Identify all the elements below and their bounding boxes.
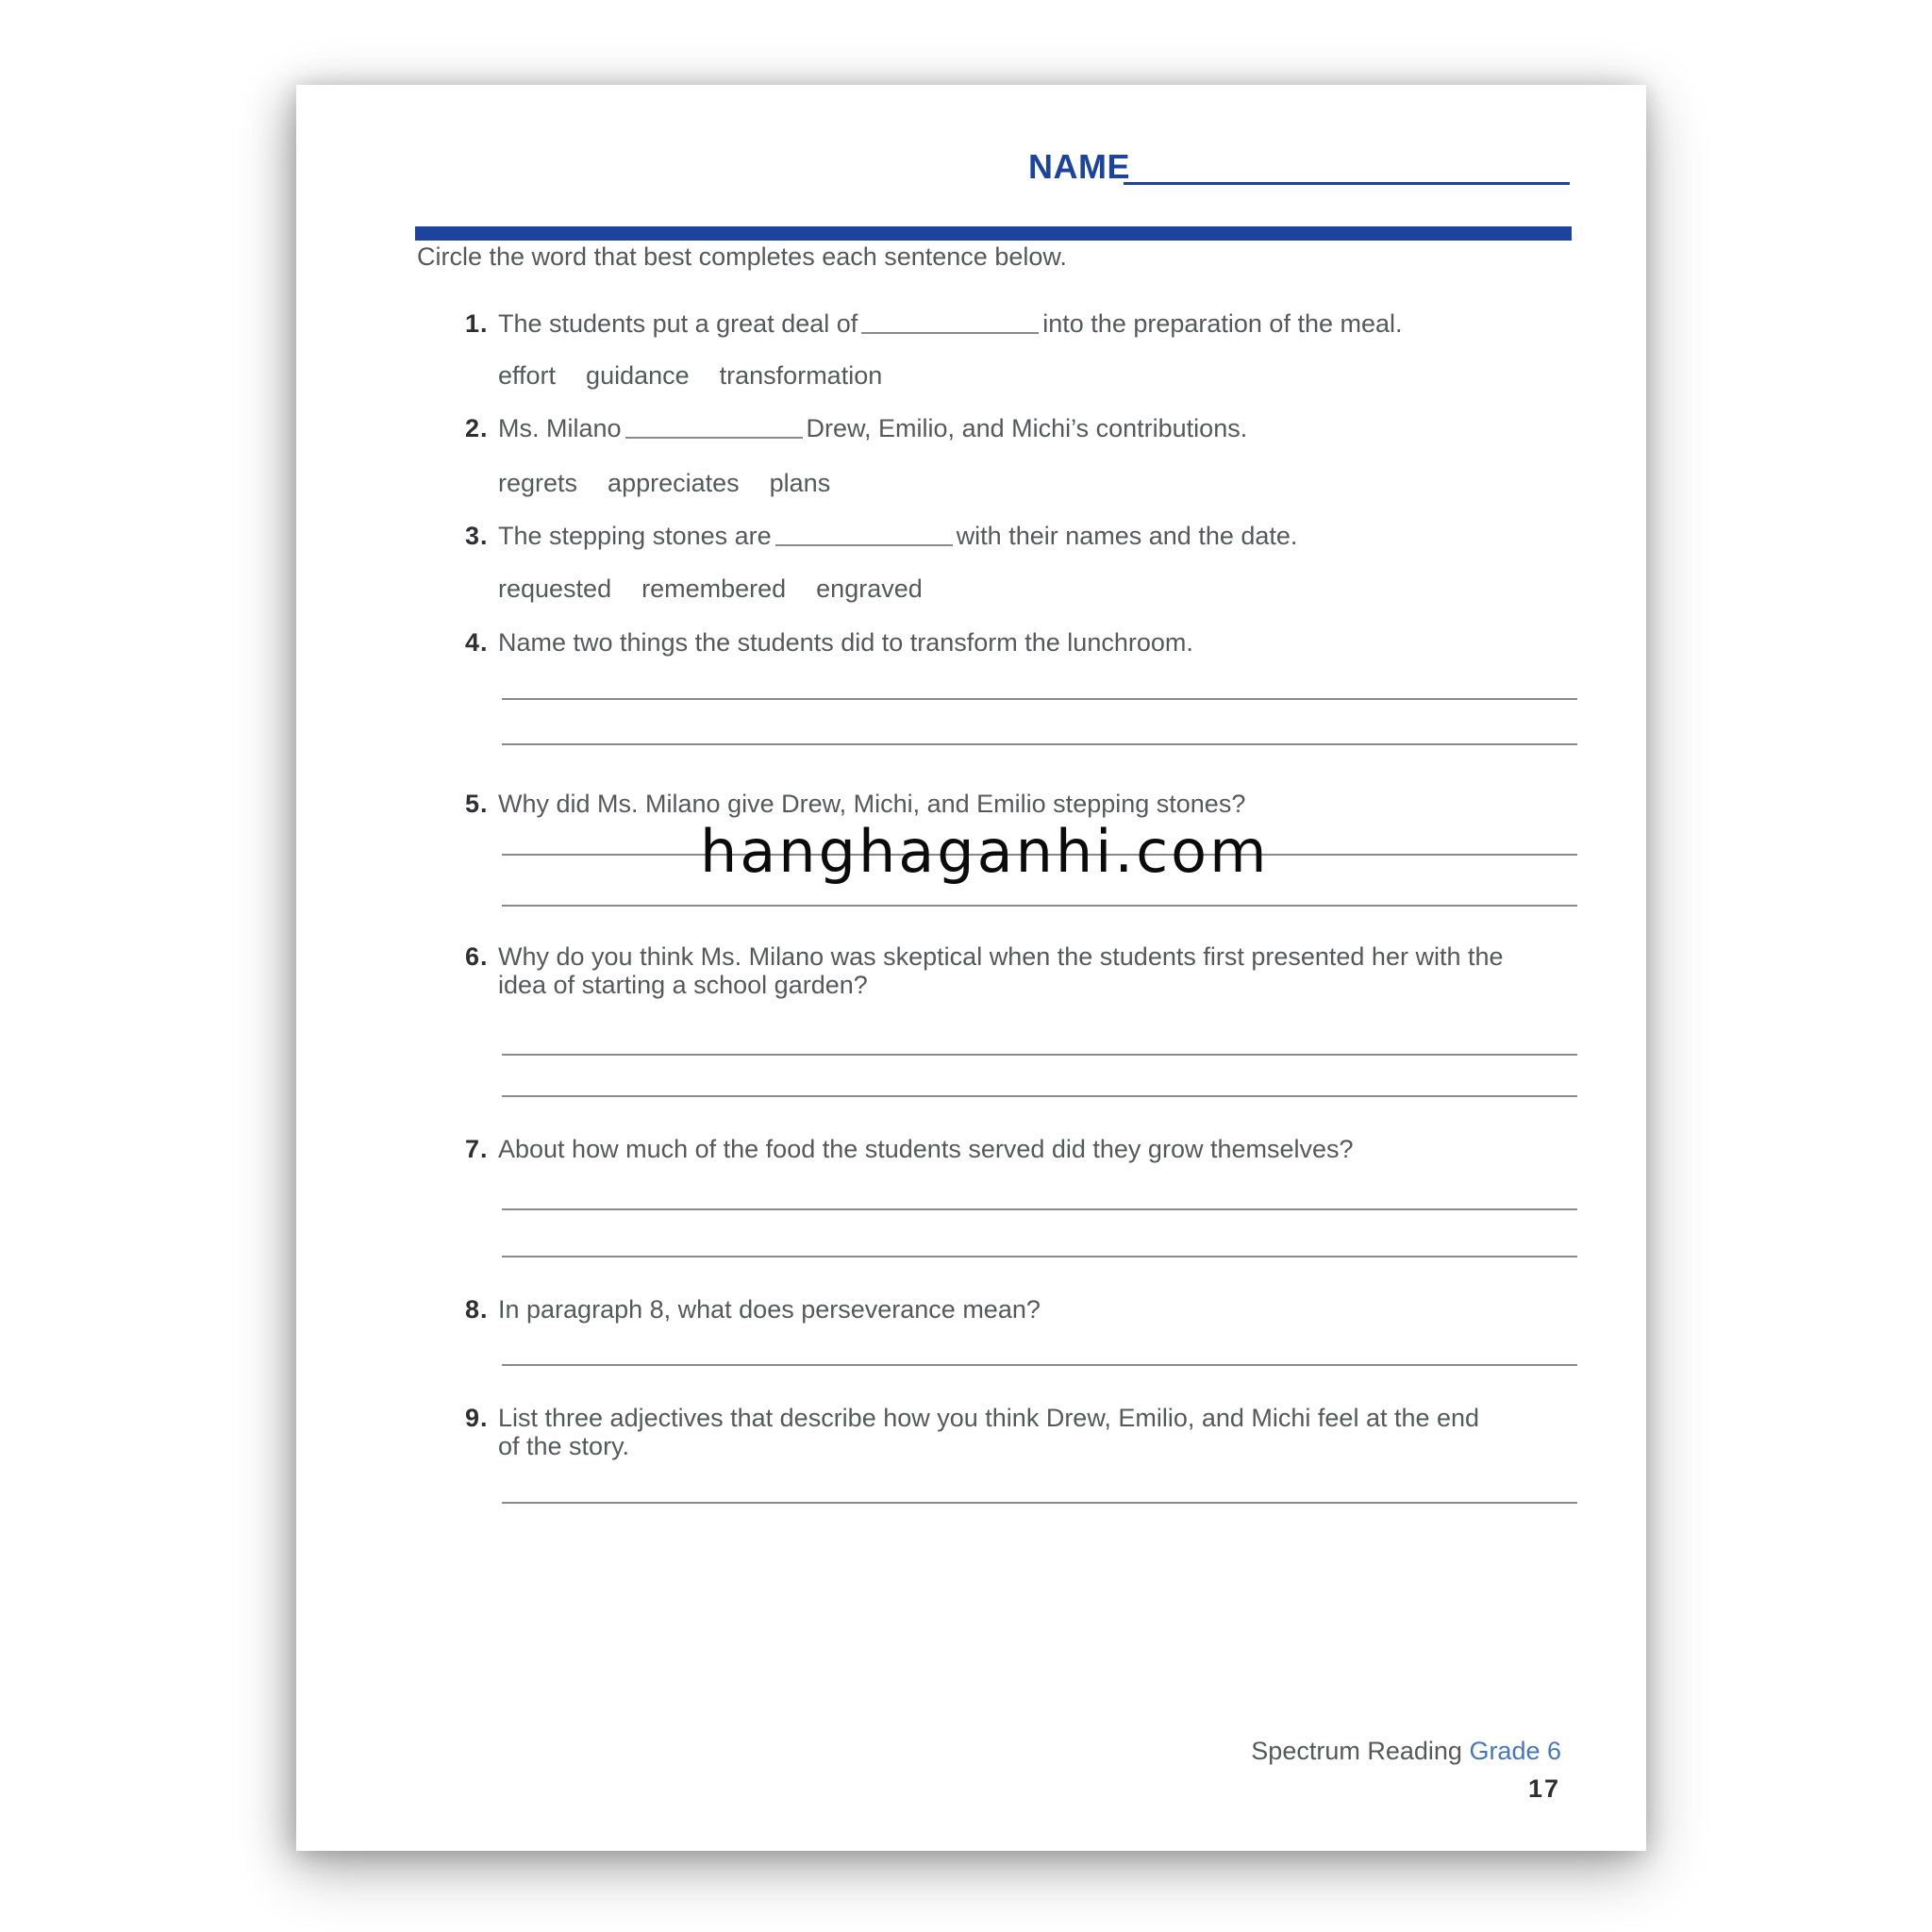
word-option: requested — [498, 575, 612, 603]
question-row-2 — [465, 414, 1597, 442]
question-row-8 — [465, 1295, 1597, 1324]
name-write-line — [1124, 150, 1570, 185]
answer-line — [502, 905, 1577, 907]
fill-in-blank — [861, 332, 1039, 334]
question-text: Name two things the students did to transform the lunchroom. — [498, 628, 1193, 657]
answer-line — [502, 1208, 1577, 1210]
question-number: 6. — [465, 942, 489, 971]
question-text: The stepping stones are with their names and the date. — [498, 522, 1298, 550]
word-option: appreciates — [608, 469, 740, 497]
header-divider-bar — [415, 226, 1572, 241]
question-number: 5. — [465, 790, 489, 818]
question-text: The students put a great deal of into the preparation of the meal. — [498, 309, 1403, 338]
answer-line — [502, 1095, 1577, 1097]
word-option: engraved — [816, 575, 923, 603]
question-number: 9. — [465, 1404, 489, 1432]
name-label: NAME — [1028, 147, 1130, 186]
question-number: 1. — [465, 309, 489, 338]
worksheet-page — [296, 85, 1646, 1851]
page-number: 17 — [1527, 1774, 1560, 1803]
answer-line — [502, 1502, 1577, 1504]
question-row-4 — [465, 628, 1597, 657]
word-option: transformation — [719, 361, 883, 390]
word-option: guidance — [586, 361, 690, 390]
word-option: effort — [498, 361, 557, 390]
question-text: Why do you think Ms. Milano was skeptical when the students first presented her with the — [498, 942, 1504, 971]
watermark-text: hanghaganhi.com — [700, 817, 1270, 886]
word-option: regrets — [498, 469, 578, 497]
question-row-5 — [465, 790, 1597, 818]
question-number: 7. — [465, 1135, 489, 1163]
question-text: About how much of the food the students served did they grow themselves? — [498, 1135, 1354, 1163]
fill-in-blank — [775, 544, 953, 546]
question-text: of the story. — [498, 1432, 630, 1460]
answer-line — [502, 1054, 1577, 1056]
word-option: plans — [769, 469, 831, 497]
question-text: Why did Ms. Milano give Drew, Michi, and Emilio stepping stones? — [498, 790, 1246, 818]
question-number: 3. — [465, 522, 489, 550]
footer-credit — [1251, 1737, 1561, 1765]
question-row-1 — [465, 309, 1597, 338]
question-number: 2. — [465, 414, 489, 442]
question-row-7 — [465, 1135, 1597, 1163]
series-label: Spectrum Reading — [1251, 1737, 1462, 1765]
answer-line — [502, 743, 1577, 745]
question-text: Ms. Milano Drew, Emilio, and Michi’s contributions. — [498, 414, 1248, 442]
answer-line — [502, 1256, 1577, 1257]
question-row-3 — [465, 522, 1597, 550]
question-row-6 — [465, 942, 1597, 999]
word-options-1 — [498, 361, 912, 390]
fill-in-blank — [625, 437, 803, 439]
word-option: remembered — [641, 575, 787, 603]
question-number: 8. — [465, 1295, 489, 1324]
answer-line — [502, 1364, 1577, 1366]
word-options-3 — [498, 575, 953, 603]
instruction-text: Circle the word that best completes each sentence below. — [417, 242, 1067, 271]
question-text: idea of starting a school garden? — [498, 971, 868, 999]
question-text: In paragraph 8, what does perseverance mean? — [498, 1295, 1041, 1324]
question-text: List three adjectives that describe how you think Drew, Emilio, and Michi feel at the end — [498, 1404, 1480, 1432]
question-number: 4. — [465, 628, 489, 657]
question-row-9 — [465, 1404, 1597, 1460]
word-options-2 — [498, 469, 860, 497]
grade-label: Grade 6 — [1469, 1737, 1561, 1765]
answer-line — [502, 698, 1577, 700]
